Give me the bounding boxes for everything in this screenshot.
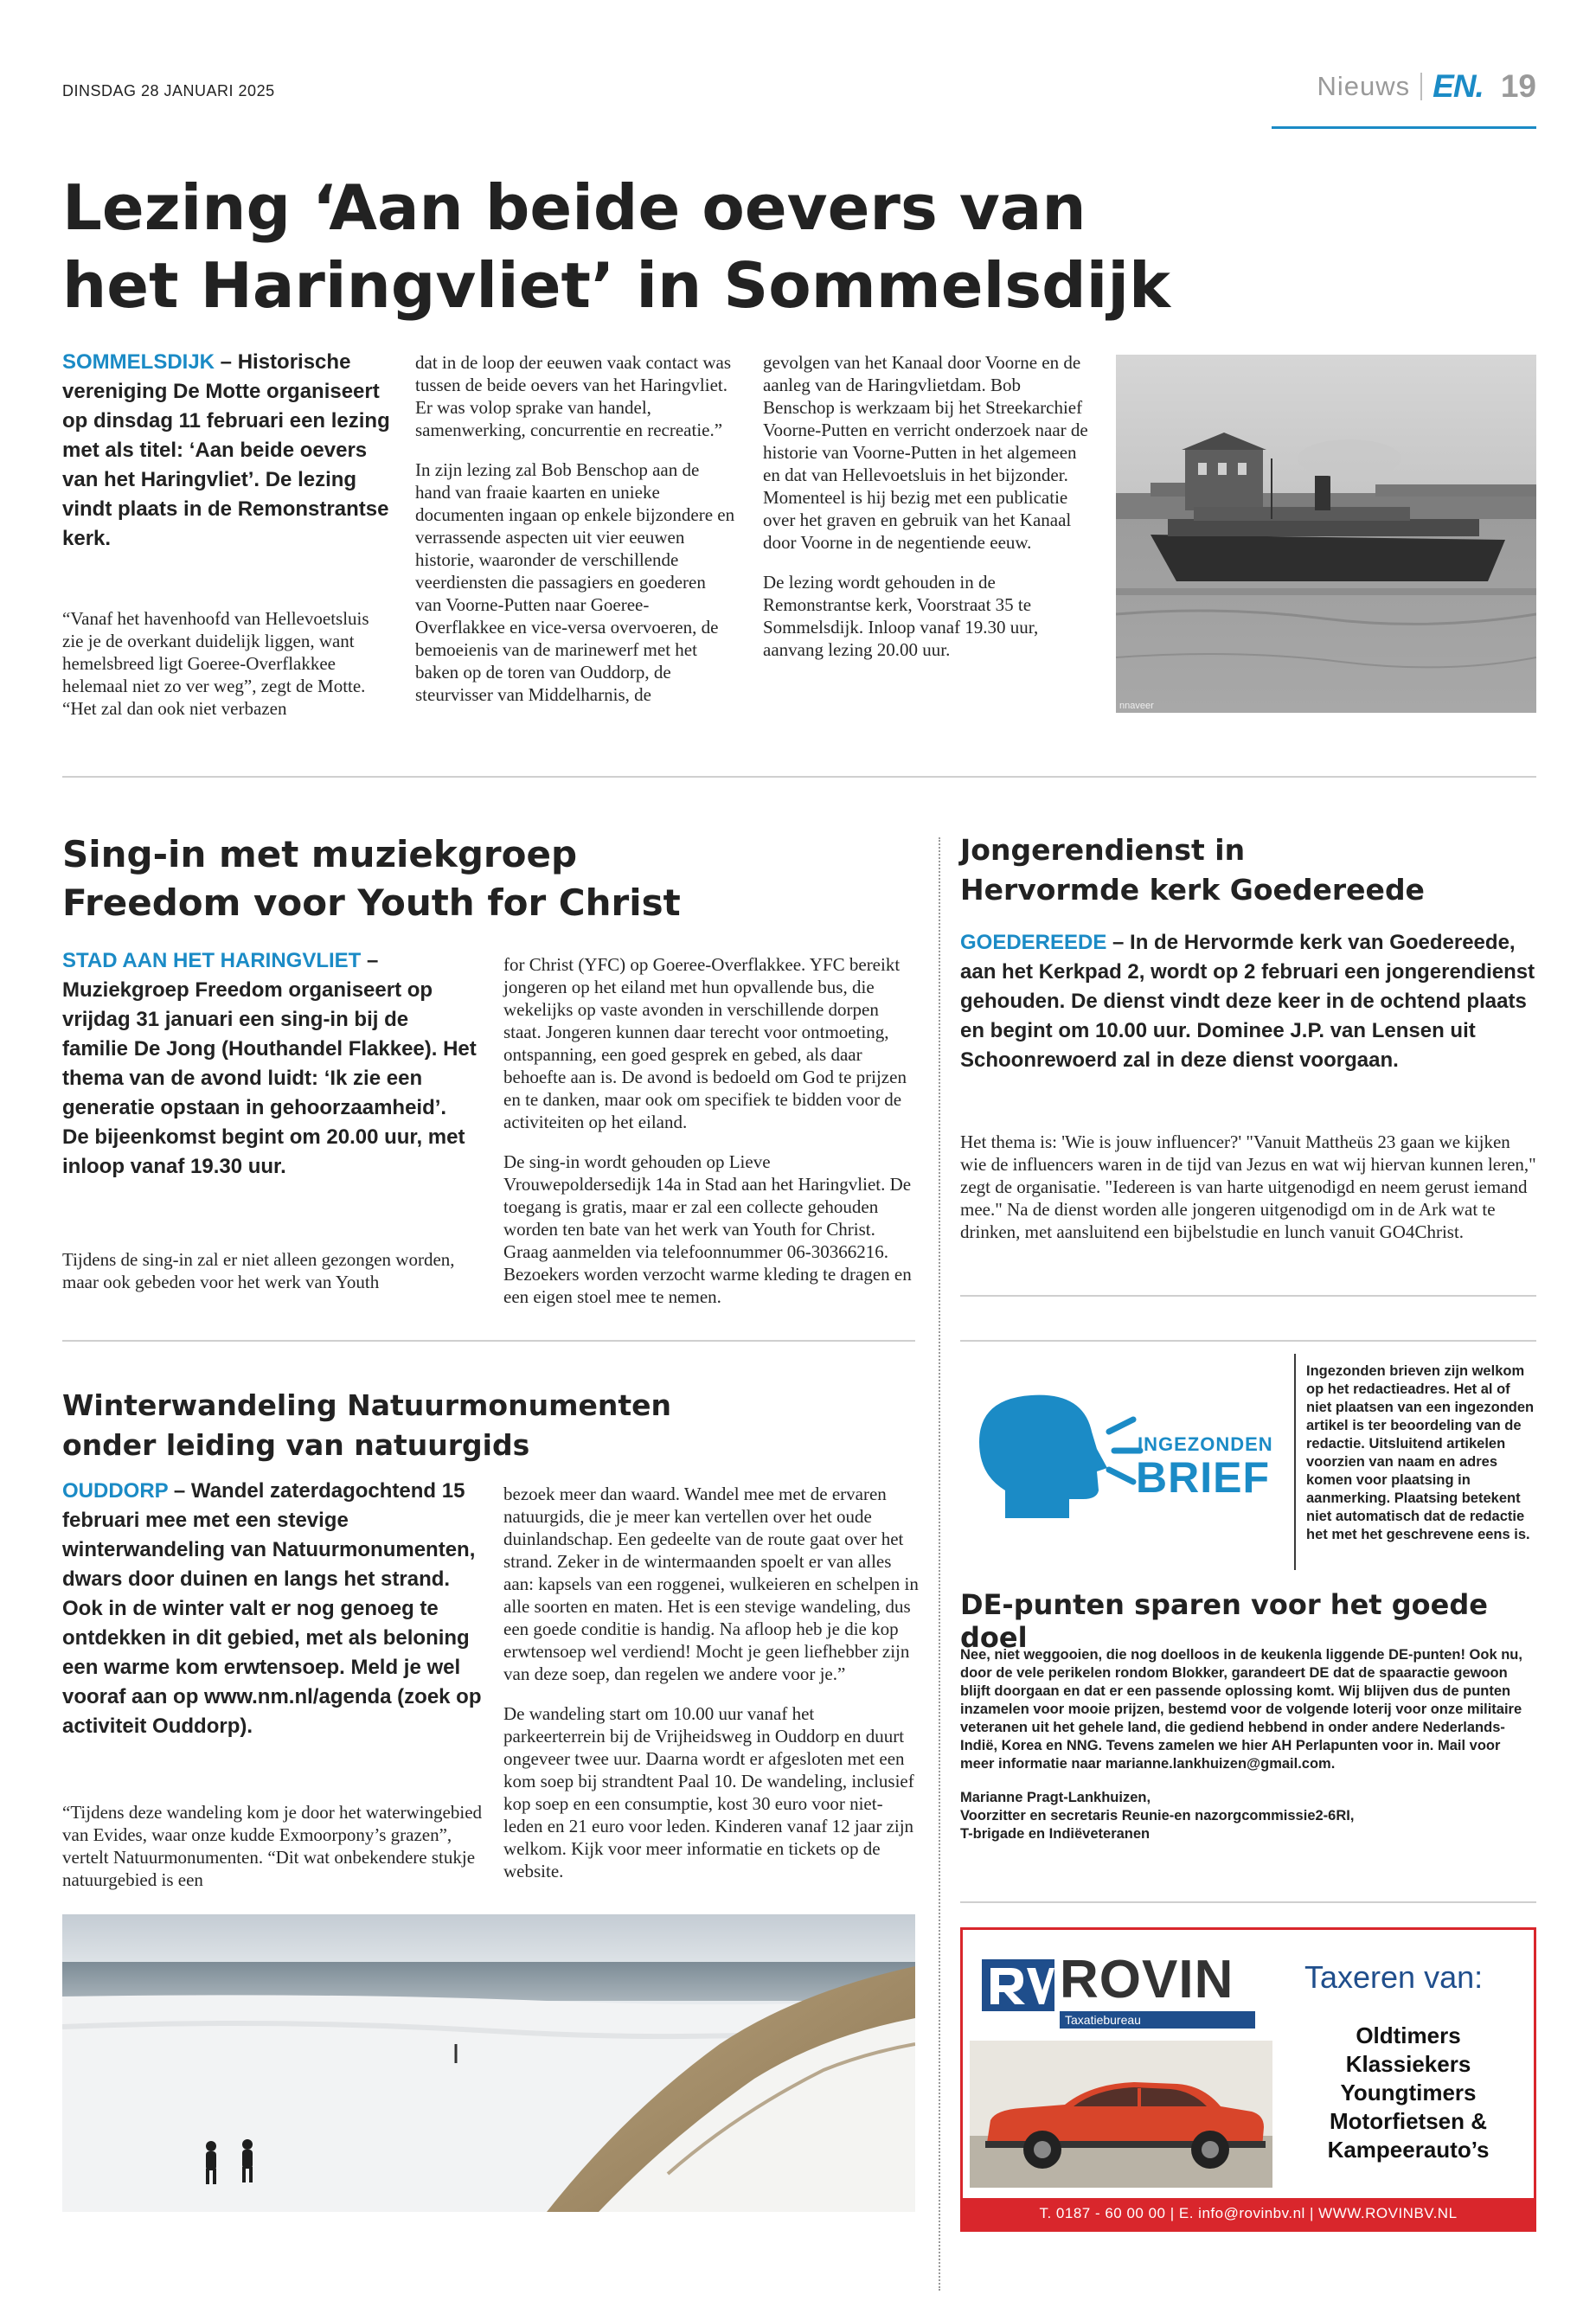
rule-below-article3 (960, 1295, 1536, 1297)
article2-lead-text: – Muziekgroep Freedom organiseert op vrijdag 31 januari een sing-in bij de familie De Jong (Houthandel Flakkee). Het thema van de avond luidt: ‘Ik zie een generatie opstaan in gehoorzaamheid’. De bijeenkomst begint om 20.00 uur, met inloop vanaf 19.30 uur. (62, 949, 477, 1178)
article1-col3 (763, 351, 1092, 661)
section-label: Nieuws (1317, 71, 1411, 101)
header-right (1272, 66, 1536, 107)
article4-lead-text: – Wandel zaterdagochtend 15 februari mee met een stevige winterwandeling van Natuurmonumenten, dwars door duinen en langs het strand. Ook in de winter valt er nog genoeg te ontdekken in dit gebied, met als beloning een warme kom erwtensoep. Meld je wel vooraf aan op www.nm.nl/agenda (zoek op activiteit Ouddorp). (62, 1479, 482, 1738)
rovin-ad[interactable] (960, 1927, 1536, 2232)
brief-note: Ingezonden brieven zijn welkom op het redactieadres. Het al of niet plaatsen van een ingezonden artikel is ter beoordeling van de redactie. Uitsluitend artikelen voorzien van naam en adres komen voor plaatsing in aanmerking. Plaatsing betekent niet automatisch dat de redactie het met het geschrevene eens is. (1306, 1363, 1535, 1542)
article1-col2-p1: dat in de loop der eeuwen vaak contact was tussen de beide oevers van het Haringvliet. Er was volop sprake van handel, samenwerking, concurrentie en recreatie.” (415, 352, 732, 440)
article1-col2-p2: In zijn lezing zal Bob Benschop aan de hand van fraaie kaarten en unieke documenten ingaan op enkele bijzondere en verrassende aspecten uit vier eeuwen historie, waaronder de verschillende veerdiensten die passagiers en goederen van Voorne-Putten naar Goeree-Overflakkee en vice-versa overvoeren, de bemoeienis van de marinewerf met het baken op de toren van Ouddorp, de steurvisser van Middelharnis, de (415, 459, 735, 705)
article4-col1 (62, 1801, 483, 1891)
red-classic-car-image (970, 2041, 1272, 2188)
winter-beach-illustration (62, 1914, 915, 2212)
winter-beach-photo (62, 1914, 915, 2212)
article4-title (62, 1386, 915, 1465)
article1-title (62, 169, 1291, 324)
article4-title-line2: onder leiding van natuurgids (62, 1428, 530, 1462)
rule-below-article1 (62, 776, 1536, 778)
ferry-photo-illustration (1116, 355, 1536, 713)
article3-body-text: Het thema is: 'Wie is jouw influencer?' "Vanuit Mattheüs 23 gaan we kijken wie de influencers waren in de tijd van Jezus en wat wij hiervan kunnen leren," zegt de organisatie. "Iedereen is van harte uitgenodigd en neem gerust iemand mee." Na de dienst worden alle jongeren uitgenodigd om in de Ark wat te drinken, met aansluitend een bijbelstudie en lunch vanuit GO4Christ. (960, 1131, 1536, 1242)
article2-dateline: STAD AAN HET HARINGVLIET (62, 949, 362, 972)
article1-col2 (415, 351, 735, 706)
photo-credit: nnaveer (1119, 701, 1154, 711)
article3-title (960, 830, 1536, 910)
article1-lead (62, 348, 391, 554)
ad-tagline: Taxeren van: (1304, 1959, 1484, 1995)
en-logo: EN. (1433, 68, 1484, 104)
article1-lead-text: – Historische vereniging De Motte organiseert op dinsdag 11 februari een lezing met als titel: ‘Aan beide oevers van het Haringvliet’. De lezing vindt plaats in de Remonstrantse kerk. (62, 350, 390, 550)
article4-lead (62, 1477, 483, 1741)
rule-above-brief (960, 1340, 1536, 1342)
article2-col1-p1: Tijdens de sing-in zal er niet alleen gezongen worden, maar ook gebeden voor het werk van Youth (62, 1249, 455, 1292)
rule-above-ad (960, 1901, 1536, 1903)
ad-item-kampeerautos: Kampeerauto’s (1327, 2137, 1490, 2163)
rovin-sub: Taxatiebureau (1060, 2011, 1255, 2029)
header-rule (1272, 126, 1536, 129)
article3-title-line2: Hervormde kerk Goedereede (960, 873, 1425, 907)
article2-col2-p1: for Christ (YFC) op Goeree-Overflakkee. YFC bereikt jongeren op het eiland met hun opvallende bus, die wekelijks op vaste avonden in verschillende dorpen staat. Jongeren kunnen daar terecht voor ontmoeting, ontspanning, een goed gesprek en gebed, als daar behoefte aan is. De avond is bedoeld om God te prijzen en te danken, maar ook om specifiek te bidden voor de activiteiten op het eiland. (503, 954, 907, 1132)
article2-title (62, 830, 927, 927)
letter-signature-line3: T-brigade en Indiëveteranen (960, 1826, 1151, 1842)
ad-contact-bar[interactable]: T. 0187 - 60 00 00 | E. info@rovinbv.nl | WWW.ROVINBV.NL (963, 2198, 1534, 2229)
ferry-photo (1116, 355, 1536, 713)
brief-box-border (1294, 1354, 1296, 1570)
ad-items (1283, 2022, 1534, 2164)
article2-lead (62, 946, 478, 1182)
article2-title-line1: Sing-in met muziekgroep (62, 833, 578, 875)
letter-body-text: Nee, niet weggooien, die nog doelloos in de keukenla liggende DE-punten! Ook nu, door de vele perikelen rondom Blokker, garandeert DE dat de spaaractie gewoon blijft doorgaan en dat er een passende oplossing komt. Wij blijven dus de punten inzamelen voor mooie prijzen, bestemd voor de volgende loterij voor onze militaire veteranen uit het gehele land, die gediend hebbend in onder andere Nederlands-Indië, Korea en NNG. Tevens zamelen we hier AH Perlapunten voor in. Mail voor meer informatie naar marianne.lankhuizen@gmail.com. (960, 1647, 1522, 1772)
article4-col2 (503, 1483, 919, 1882)
article1-col3-p1: gevolgen van het Kanaal door Voorne en de aanleg van de Haringvlietdam. Bob Benschop is werkzaam bij het Streekarchief Voorne-Putten en verricht onderzoek naar de historie van Voorne-Putten in het algemeen en dat van Hellevoetsluis in het bijzonder. Momenteel is hij bezig met een publicatie over het graven en gebruik van het Kanaal door Voorne in de negentiende eeuw. (763, 352, 1088, 553)
article1-col3-p2: De lezing wordt gehouden in de Remonstrantse kerk, Voorstraat 35 te Sommelsdijk. Inloop vanaf 19.30 uur, aanvang lezing 20.00 uur. (763, 572, 1039, 660)
article2-col2-p2: De sing-in wordt gehouden op Lieve Vrouwepoldersedijk 14a in Stad aan het Haringvliet. De toegang is gratis, maar er zal een collecte gehouden worden ten bate van het werk van Youth for Christ. Graag aanmelden via telefoonnummer 06-30366216. Bezoekers worden verzocht warme kleding te dragen en een eigen stoel mee te nemen. (503, 1151, 912, 1307)
letter-signature-name: Marianne Pragt-Lankhuizen, (960, 1790, 1151, 1805)
rovin-brand: ROVIN (1060, 1950, 1234, 2009)
article3-body (960, 1131, 1536, 1243)
article3-title-line1: Jongerendienst in (960, 833, 1246, 867)
page-number: 19 (1500, 68, 1536, 104)
rovin-logo-icon (982, 1959, 1054, 2011)
brief-box (960, 1354, 1536, 1570)
article1-title-line2: het Haringvliet’ in Sommelsdijk (62, 249, 1170, 322)
header-date: DINSDAG 28 JANUARI 2025 (62, 82, 275, 99)
speaking-head-icon (971, 1388, 1144, 1535)
ad-item-youngtimers: Youngtimers (1340, 2080, 1477, 2106)
article1-col1-p1: “Vanaf het havenhoofd van Hellevoetsluis zie je de overkant duidelijk liggen, want hemelsbreed ligt Goeree-Overflakkee helemaal niet zo ver weg”, zegt de Motte. “Het zal dan ook niet verbazen (62, 608, 369, 719)
article3-lead (960, 928, 1536, 1075)
ad-item-oldtimers: Oldtimers (1356, 2022, 1461, 2048)
article3-lead-text: – In de Hervormde kerk van Goedereede, aan het Kerkpad 2, wordt op 2 februari een jongerendienst gehouden. De dienst vindt deze keer in de ochtend plaats en begint om 10.00 uur. Dominee J.P. van Lensen uit Schoonrewoerd zal in deze dienst voorgaan. (960, 931, 1535, 1072)
rule-below-article2 (62, 1340, 915, 1342)
article2-col2 (503, 953, 919, 1308)
brief-label-big: BRIEF (1136, 1453, 1270, 1502)
header-separator (1420, 73, 1422, 100)
letter-signature-line2: Voorzitter en secretaris Reunie-en nazorgcommissie2-6RI, (960, 1808, 1355, 1823)
ad-item-klassiekers: Klassiekers (1345, 2051, 1471, 2077)
article2-title-line2: Freedom voor Youth for Christ (62, 881, 681, 924)
column-divider-vertical (939, 837, 940, 2291)
article2-col1 (62, 1248, 478, 1293)
article4-col2-p2: De wandeling start om 10.00 uur vanaf het parkeerterrein bij de Vrijheidsweg in Ouddorp en duurt ongeveer twee uur. Daarna wordt er afgesloten met een kom soep bij strandtent Paal 10. De wandeling, inclusief kop soep en een consumptie, kost 30 euro voor niet-leden en 21 euro voor leden. Kinderen vanaf 12 jaar zijn welkom. Kijk voor meer informatie en tickets op de website. (503, 1703, 914, 1881)
article1-dateline: SOMMELSDIJK (62, 350, 215, 374)
article4-title-line1: Winterwandeling Natuurmonumenten (62, 1388, 671, 1422)
article1-col1 (62, 607, 391, 720)
ad-item-motorfietsen: Motorfietsen & (1330, 2108, 1487, 2134)
article4-col2-p1: bezoek meer dan waard. Wandel mee met de ervaren natuurgids, die je meer kan vertellen over het oude duinlandschap. Een gedeelte van de route gaat over het strand. Zeker in de wintermaanden spoelt er van alles aan: kapsels van een roggenei, wulkeieren en schelpen in alle soorten en maten. Het is een stevige wandeling, dus een goede conditie is handig. Na afloop heb je die kop erwtensoep wel verdiend! Mocht je geen liefhebber zijn van deze soep, dan regelen we andere voor je.” (503, 1484, 919, 1684)
letter-title: DE-punten sparen voor het goede doel (960, 1588, 1488, 1654)
article1-title-line1: Lezing ‘Aan beide oevers van (62, 171, 1086, 244)
article3-dateline: GOEDEREEDE (960, 931, 1107, 954)
brief-label-small: INGEZONDEN (1138, 1433, 1273, 1455)
article4-dateline: OUDDORP (62, 1479, 169, 1503)
letter-body (960, 1646, 1536, 1843)
article4-col1-p1: “Tijdens deze wandeling kom je door het waterwingebied van Evides, waar onze kudde Exmoorpony’s grazen”, vertelt Natuurmonumenten. “Dit wat onbekendere stukje natuurgebied is een (62, 1802, 483, 1890)
